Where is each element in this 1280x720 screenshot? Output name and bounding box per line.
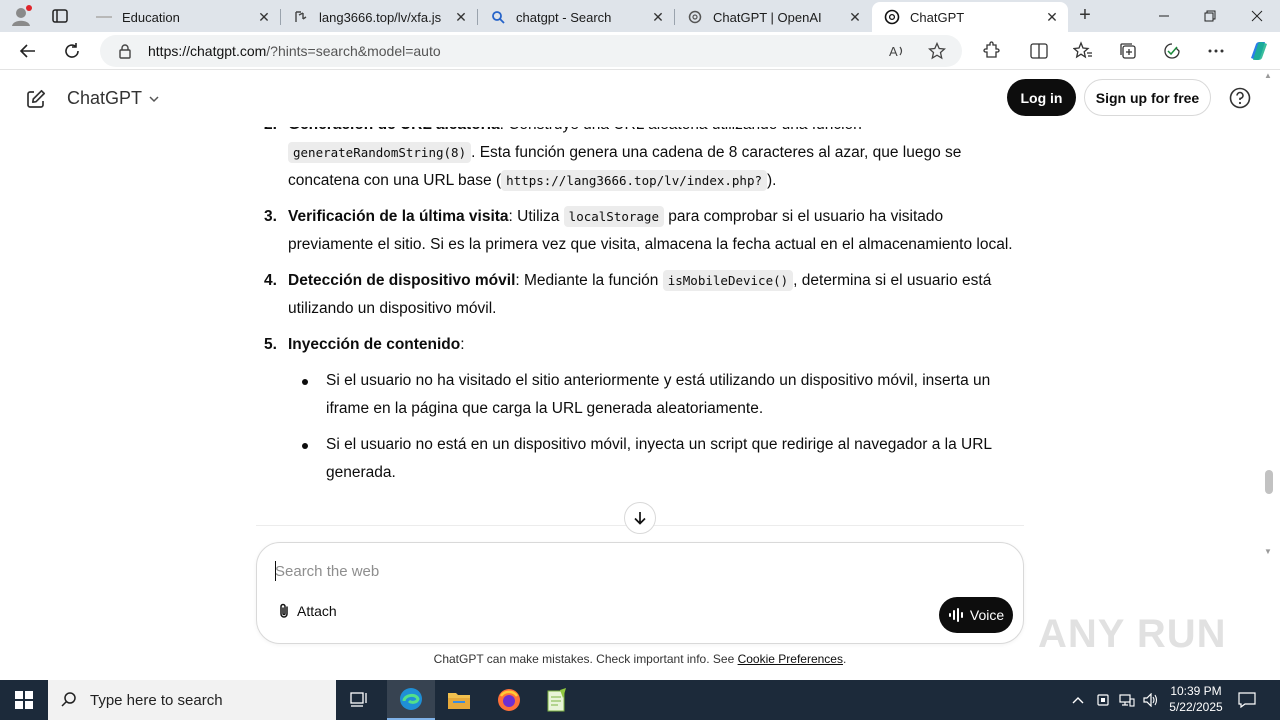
new-chat-edit-icon[interactable] <box>25 88 47 110</box>
voice-label: Voice <box>969 607 1005 623</box>
close-tab-icon[interactable]: ✕ <box>652 8 664 25</box>
scroll-to-bottom-button[interactable] <box>624 502 656 534</box>
tab-title: ChatGPT | OpenAI <box>713 9 822 25</box>
message-composer <box>256 542 1024 644</box>
task-view-icon <box>350 691 370 709</box>
item-text: : <box>460 336 465 353</box>
scrollbar-thumb[interactable] <box>1265 470 1273 494</box>
edge-taskbar-button[interactable] <box>387 680 435 720</box>
tab-xfa-js[interactable] <box>281 2 477 32</box>
inline-code: generateRandomString(8) <box>288 142 471 163</box>
notifications-button[interactable] <box>1236 680 1258 720</box>
notepad-taskbar-button[interactable] <box>533 680 581 720</box>
url-host: https://chatgpt.com <box>148 43 267 59</box>
more-menu-icon[interactable] <box>1206 41 1226 61</box>
cookie-preferences-link[interactable]: Cookie Preferences <box>737 652 843 666</box>
list-number: 5. <box>264 336 277 353</box>
start-button[interactable] <box>0 680 48 720</box>
voice-waveform-icon <box>948 608 964 622</box>
tab-chatgpt-openai[interactable] <box>675 2 871 32</box>
close-tab-icon[interactable]: ✕ <box>455 8 467 25</box>
network-icon <box>1119 693 1135 707</box>
tab-actions-icon[interactable] <box>50 6 70 26</box>
help-icon[interactable] <box>1229 87 1251 109</box>
new-tab-button[interactable]: + <box>1079 4 1091 26</box>
attach-button[interactable] <box>277 603 337 619</box>
url-text[interactable] <box>148 43 441 59</box>
browser-tabstrip <box>0 0 1280 32</box>
tray-overflow-button[interactable] <box>1068 680 1088 720</box>
favorites-icon[interactable] <box>1073 41 1093 61</box>
tab-title: chatgpt - Search <box>516 9 612 25</box>
page-scrollbar[interactable] <box>1262 71 1274 559</box>
back-arrow-icon <box>19 42 37 60</box>
refresh-button[interactable] <box>60 39 84 63</box>
back-button[interactable] <box>16 39 40 63</box>
notification-icon <box>1238 692 1256 708</box>
inline-code: localStorage <box>564 206 664 227</box>
chevron-up-icon <box>1072 696 1084 704</box>
taskbar-search-box[interactable] <box>48 680 336 720</box>
windows-taskbar <box>0 680 1280 720</box>
login-button[interactable]: Log in <box>1007 79 1076 116</box>
tab-title: lang3666.top/lv/xfa.js <box>319 9 442 25</box>
paperclip-icon <box>277 603 291 619</box>
minimize-button[interactable] <box>1141 0 1187 32</box>
item-text: , determina si el usuario está utilizando un dispositivo móvil. <box>288 272 992 317</box>
windows-logo-icon <box>15 691 33 709</box>
item-title: Verificación de la última visita <box>288 208 509 225</box>
list-number: 4. <box>264 272 277 289</box>
firefox-icon <box>497 688 521 712</box>
script-favicon-icon <box>293 9 309 25</box>
notepad-plus-icon <box>546 688 568 712</box>
volume-tray-button[interactable] <box>1140 680 1162 720</box>
assistant-message <box>262 111 1022 495</box>
favorite-star-icon[interactable] <box>928 42 946 60</box>
device-tray-button[interactable] <box>1092 680 1114 720</box>
clock-time: 10:39 PM <box>1170 684 1222 698</box>
svg-text:A: A <box>889 44 898 59</box>
taskbar-clock[interactable] <box>1160 683 1232 715</box>
item-text: . Esta función genera una cadena de 8 caracteres al azar, que luego se concatena con una URL base ( <box>288 144 962 189</box>
lock-icon[interactable] <box>118 43 132 59</box>
bullet-item: Si el usuario no ha visitado el sitio anteriormente y está utilizando un dispositivo móvil, inserta un iframe en la página que carga la URL generada aleatoriamente. <box>294 367 1022 423</box>
tab-education[interactable] <box>84 2 280 32</box>
scroll-up-arrow-icon[interactable]: ▲ <box>1264 71 1272 80</box>
anyrun-watermark-logo: ANY RUN <box>1038 612 1227 656</box>
close-tab-icon[interactable]: ✕ <box>258 8 270 25</box>
brand-name: ChatGPT <box>67 88 143 108</box>
item-text: ). <box>767 172 777 189</box>
attach-label: Attach <box>297 603 337 619</box>
extensions-icon[interactable] <box>981 41 1001 61</box>
disclaimer-text: ChatGPT can make mistakes. Check important info. See <box>433 652 738 666</box>
bullet-list <box>288 367 1022 487</box>
edge-browser-icon <box>399 687 423 711</box>
openai-favicon-icon <box>687 9 703 25</box>
split-screen-icon[interactable] <box>1029 41 1049 61</box>
inline-code: isMobileDevice() <box>663 270 793 291</box>
close-tab-icon[interactable]: ✕ <box>1046 8 1058 25</box>
close-tab-icon[interactable]: ✕ <box>849 8 861 25</box>
list-item <box>262 331 1022 487</box>
url-bar[interactable] <box>100 35 962 67</box>
list-item <box>262 203 1022 259</box>
browser-essentials-icon[interactable] <box>1162 41 1182 61</box>
search-input[interactable] <box>275 559 975 583</box>
folder-icon <box>447 690 471 710</box>
conversation-area[interactable] <box>0 71 1262 521</box>
close-window-button[interactable] <box>1234 0 1280 32</box>
device-icon <box>1096 692 1110 708</box>
search-favicon-icon <box>490 9 506 25</box>
tab-title: ChatGPT <box>910 9 965 25</box>
arrow-down-icon <box>632 510 648 526</box>
tab-title: Education <box>122 9 180 25</box>
refresh-icon <box>63 42 81 60</box>
item-title: Inyección de contenido <box>288 336 461 353</box>
read-aloud-icon[interactable] <box>888 42 906 60</box>
taskbar-search-placeholder: Type here to search <box>90 691 223 709</box>
item-text: para comprobar si el usuario ha visitado previamente el sitio. Si es la primera vez que visita, almacena la fecha actual en el almacenamiento local. <box>288 208 1013 253</box>
clock-date: 5/22/2025 <box>1169 700 1223 714</box>
model-selector[interactable] <box>67 88 160 109</box>
signup-button[interactable]: Sign up for free <box>1084 79 1211 116</box>
collections-icon[interactable] <box>1118 41 1138 61</box>
task-view-button[interactable] <box>336 680 384 720</box>
item-text: : Mediante la función <box>515 272 663 289</box>
text-caret <box>275 561 276 581</box>
address-bar-row <box>0 32 1280 70</box>
chatgpt-header <box>0 71 1262 127</box>
tab-chatgpt-search[interactable] <box>478 2 674 32</box>
copilot-icon[interactable] <box>1246 38 1272 64</box>
chevron-down-icon <box>148 93 160 105</box>
openai-favicon-icon <box>884 9 900 25</box>
file-explorer-taskbar-button[interactable] <box>435 680 483 720</box>
list-item <box>262 267 1022 323</box>
firefox-taskbar-button[interactable] <box>485 680 533 720</box>
network-tray-button[interactable] <box>1116 680 1138 720</box>
profile-avatar-icon[interactable] <box>10 5 32 27</box>
education-favicon-icon <box>96 9 112 25</box>
inline-code: https://lang3666.top/lv/index.php? <box>501 170 767 191</box>
item-text: : Utiliza <box>508 208 564 225</box>
list-number: 3. <box>264 208 277 225</box>
search-icon <box>60 691 78 709</box>
bullet-item: Si el usuario no está en un dispositivo móvil, inyecta un script que redirige al navegador a la URL generada. <box>294 431 1022 487</box>
speaker-icon <box>1143 693 1159 707</box>
item-title: Detección de dispositivo móvil <box>288 272 516 289</box>
disclaimer-end: . <box>842 652 847 666</box>
scroll-down-arrow-icon[interactable]: ▼ <box>1264 547 1272 556</box>
url-path: /?hints=search&model=auto <box>266 43 441 59</box>
voice-button[interactable] <box>939 597 1013 633</box>
restore-button[interactable] <box>1187 0 1233 32</box>
tab-chatgpt-active[interactable] <box>872 2 1068 32</box>
